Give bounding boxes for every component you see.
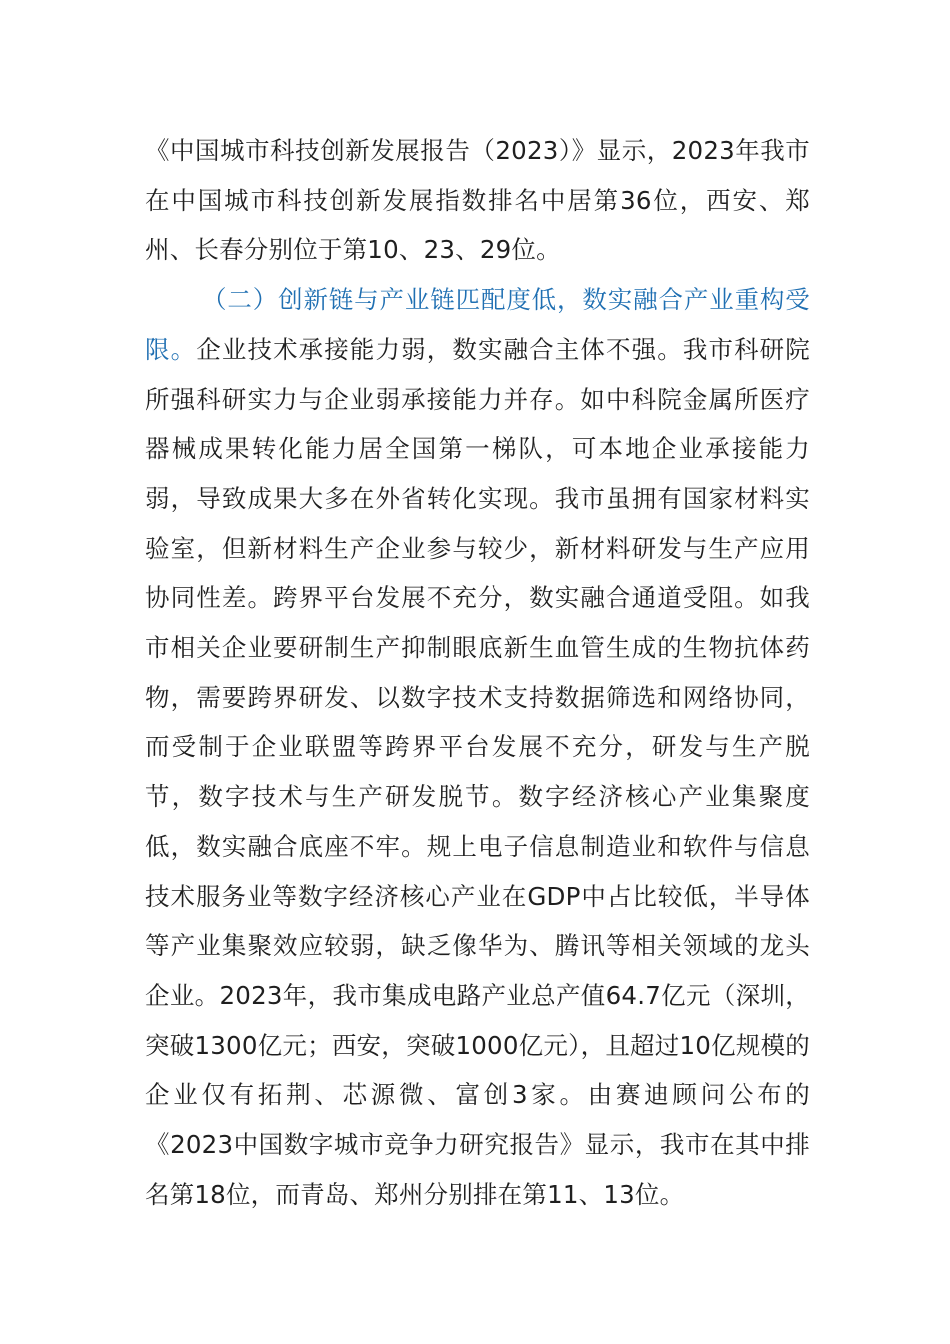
document-body	[145, 126, 810, 1219]
section-heading: （二）创新链与产业链匹配度低，数实融合产业重构受限。	[145, 285, 810, 364]
paragraph-innovation-chain	[145, 275, 810, 1219]
section-body-text: 企业技术承接能力弱，数实融合主体不强。我市科研院所强科研实力与企业弱承接能力并存。如中科院金属所医疗器械成果转化能力居全国第一梯队，可本地企业承接能力弱，导致成果大多在外省转化实现。我市虽拥有国家材料实验室，但新材料生产企业参与较少，新材料研发与生产应用协同性差。跨界平台发展不充分，数实融合通道受阻。如我市相关企业要研制生产抑制眼底新生血管生成的生物抗体药物，需要跨界研发、以数字技术支持数据筛选和网络协同，而受制于企业联盟等跨界平台发展不充分，研发与生产脱节，数字技术与生产研发脱节。数字经济核心产业集聚度低，数实融合底座不牢。规上电子信息制造业和软件与信息技术服务业等数字经济核心产业在GDP中占比较低，半导体等产业集聚效应较弱，缺乏像华为、腾讯等相关领域的龙头企业。2023年，我市集成电路产业总产值64.7亿元（深圳，突破1300亿元；西安，突破1000亿元），且超过10亿规模的企业仅有拓荆、芯源微、富创3家。由赛迪顾问公布的《2023中国数字城市竞争力研究报告》显示，我市在其中排名第18位，而青岛、郑州分别排在第11、13位。	[145, 334, 810, 1209]
paragraph-report-ranking: 《中国城市科技创新发展报告（2023）》显示，2023年我市在中国城市科技创新发展指数排名中居第36位，西安、郑州、长春分别位于第10、23、29位。	[145, 136, 810, 265]
